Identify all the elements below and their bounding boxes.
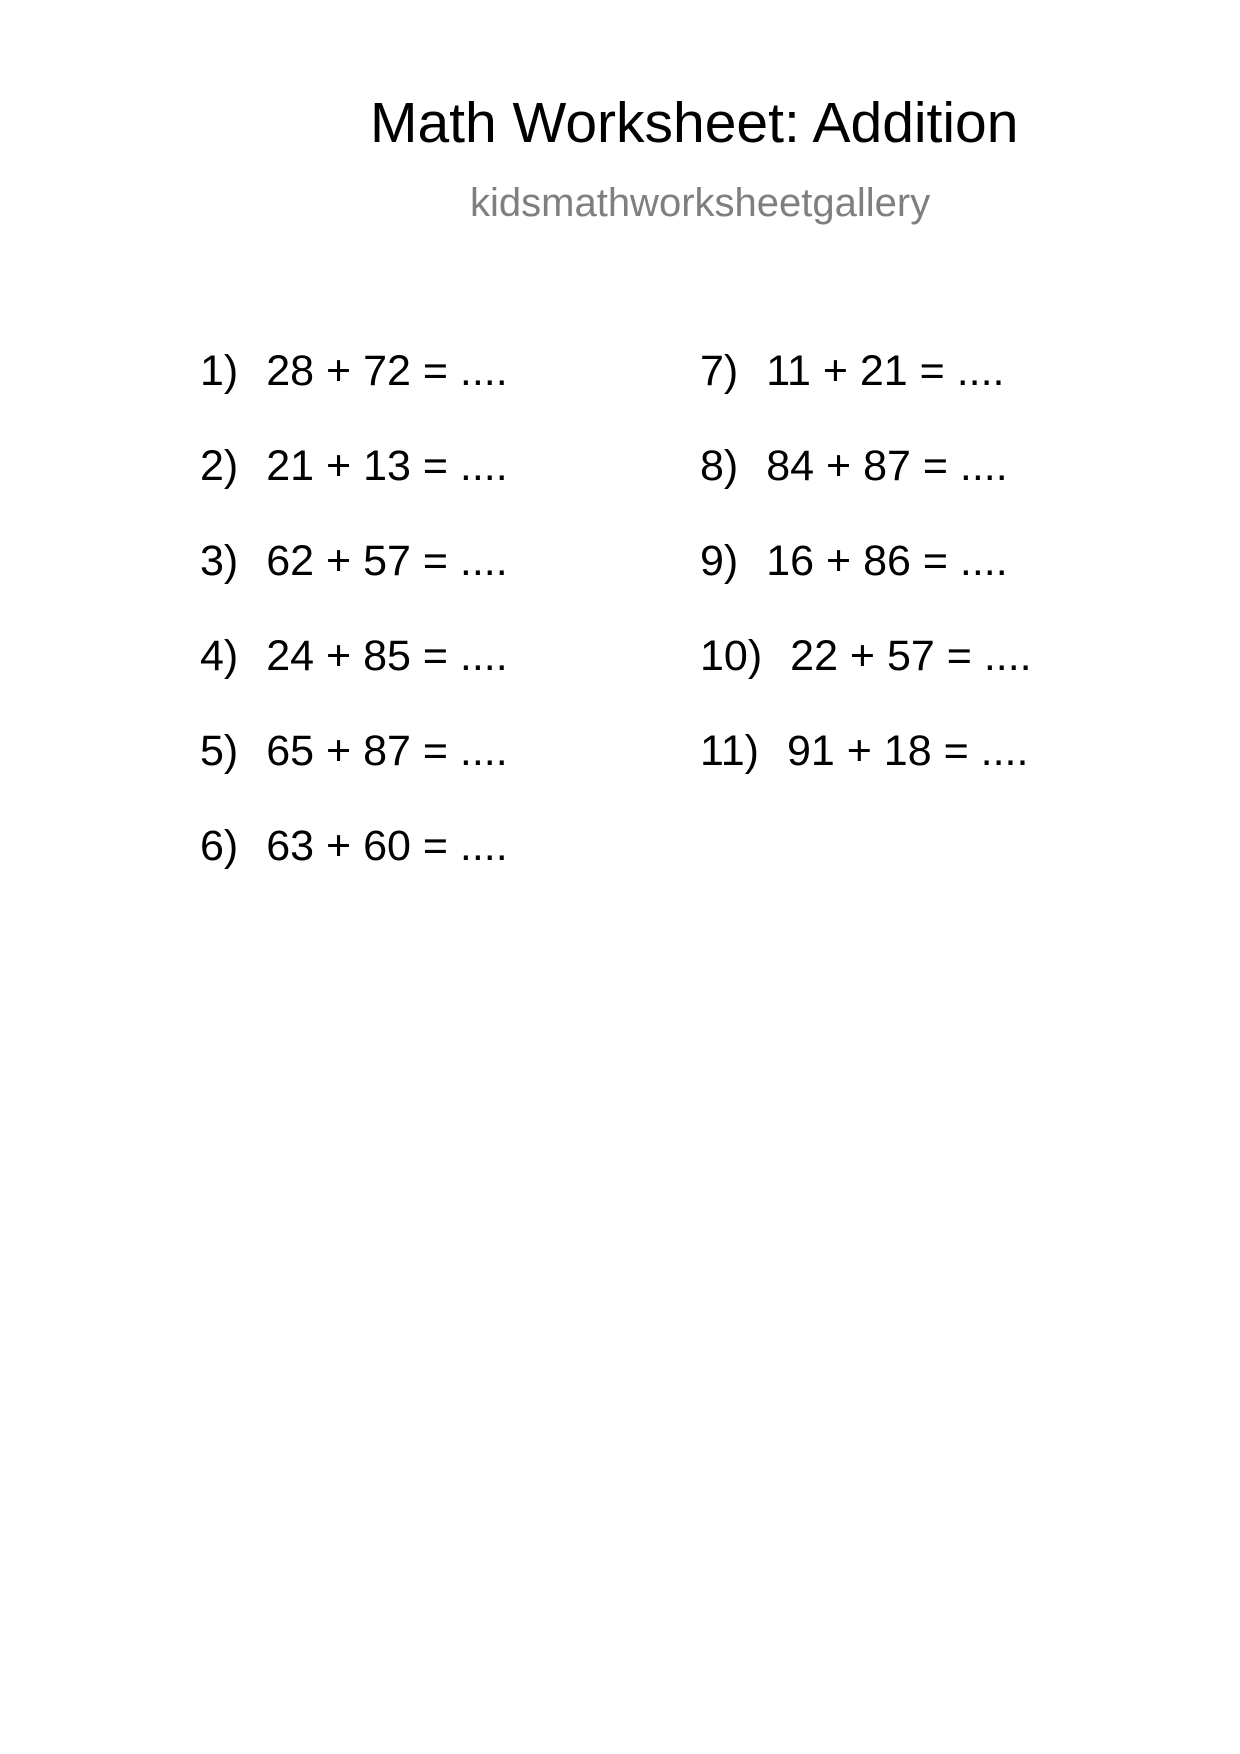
worksheet-header xyxy=(0,91,1240,245)
problem-item xyxy=(700,442,1032,540)
problem-number: 11) xyxy=(700,727,759,775)
problem-expression: 28 + 72 = .... xyxy=(266,347,508,395)
problem-number: 6) xyxy=(200,822,239,870)
problem-item xyxy=(200,442,508,540)
problems-column-left xyxy=(200,347,508,920)
problem-item xyxy=(200,822,508,920)
worksheet-subtitle: kidsmathworksheetgallery xyxy=(470,181,931,225)
problem-expression: 22 + 57 = .... xyxy=(790,632,1032,680)
problem-item xyxy=(200,347,508,445)
problem-expression: 62 + 57 = .... xyxy=(266,537,508,585)
problem-number: 5) xyxy=(200,727,239,775)
problems-column-right xyxy=(700,347,1032,825)
problem-expression: 11 + 21 = .... xyxy=(766,347,1005,395)
problem-item xyxy=(700,632,1032,730)
problem-item xyxy=(700,347,1032,445)
problem-expression: 63 + 60 = .... xyxy=(266,822,508,870)
problem-number: 10) xyxy=(700,632,763,680)
problem-item xyxy=(200,537,508,635)
problem-item xyxy=(700,537,1032,635)
problem-expression: 84 + 87 = .... xyxy=(766,442,1008,490)
problem-expression: 16 + 86 = .... xyxy=(766,537,1008,585)
problem-number: 9) xyxy=(700,537,739,585)
problem-number: 4) xyxy=(200,632,239,680)
problem-expression: 65 + 87 = .... xyxy=(266,727,508,775)
problem-expression: 24 + 85 = .... xyxy=(266,632,508,680)
problem-expression: 21 + 13 = .... xyxy=(266,442,508,490)
problem-item xyxy=(200,632,508,730)
problem-number: 3) xyxy=(200,537,239,585)
problem-number: 8) xyxy=(700,442,739,490)
problem-item xyxy=(700,727,1032,825)
problem-item xyxy=(200,727,508,825)
problem-number: 7) xyxy=(700,347,739,395)
problem-number: 1) xyxy=(200,347,239,395)
problem-number: 2) xyxy=(200,442,239,490)
worksheet-title: Math Worksheet: Addition xyxy=(370,91,1019,155)
problem-expression: 91 + 18 = .... xyxy=(786,727,1029,775)
